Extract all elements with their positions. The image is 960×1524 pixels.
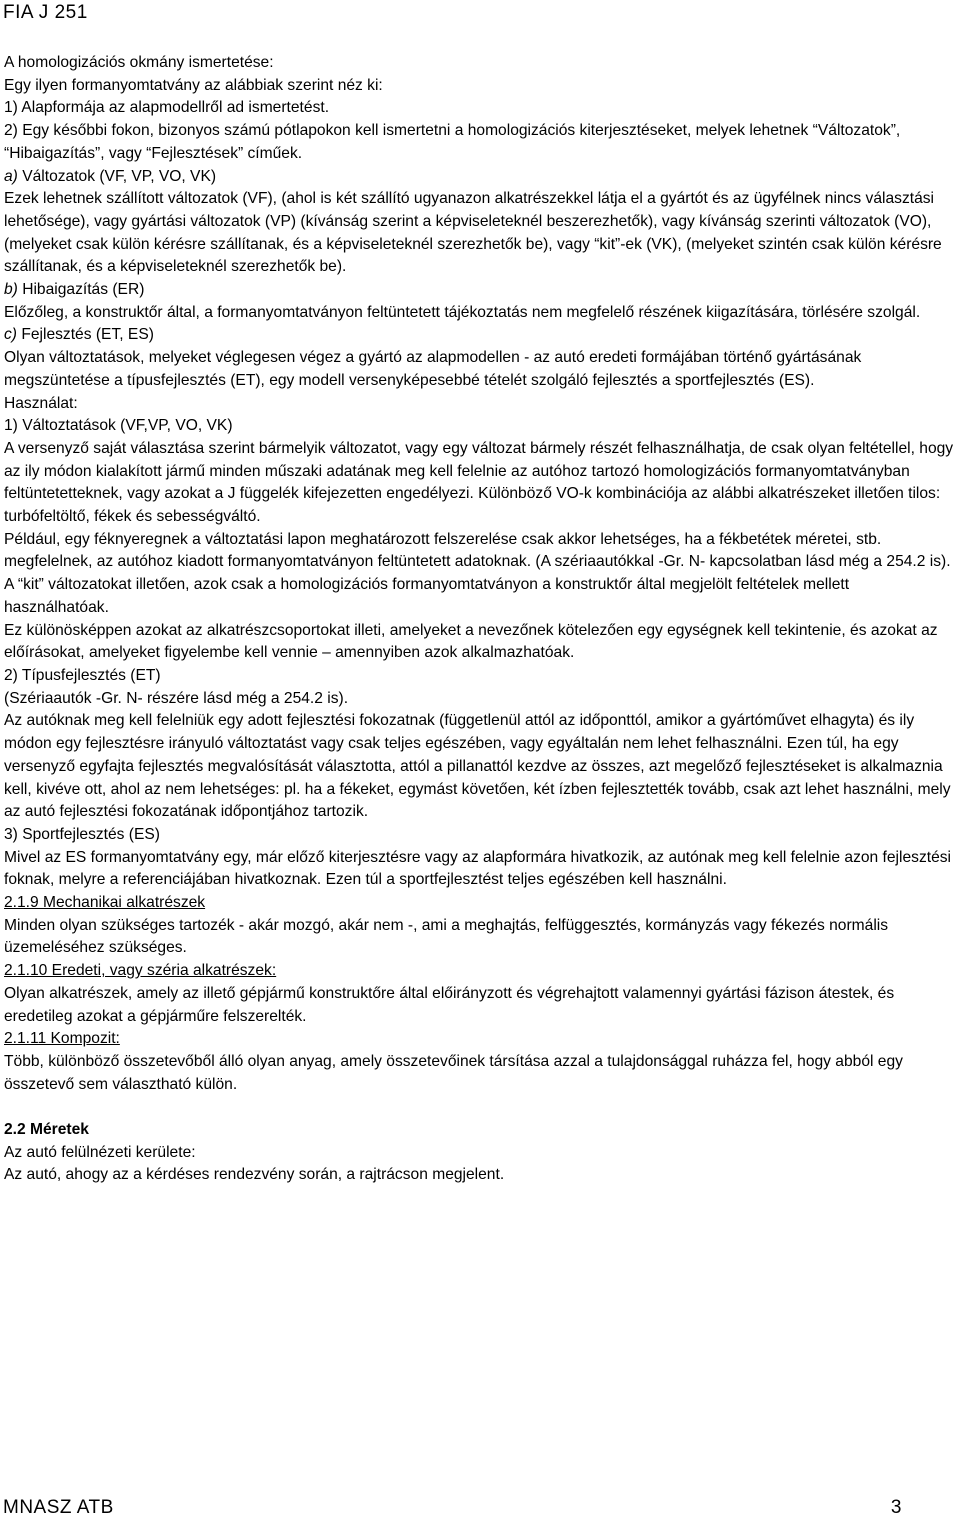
section-heading <box>4 960 956 983</box>
paragraph: Egy ilyen formanyomtatvány az alábbiak szerint néz ki: <box>4 76 383 94</box>
subsection-title: Fejlesztés (ET, ES) <box>17 326 154 344</box>
subsection-letter: c) <box>4 326 17 344</box>
page-number: 3 <box>890 1497 902 1518</box>
document-body <box>4 52 956 1187</box>
usage-item-title: 3) Sportfejlesztés (ES) <box>4 825 160 843</box>
subsection-letter: a) <box>4 167 18 185</box>
subsection-c-heading <box>4 324 956 347</box>
subsection-a-heading <box>4 166 956 189</box>
paragraph: Ez különösképpen azokat az alkatrészcsoportokat illeti, amelyeket a nevezőnek kötelezően egy egységnek kell tekintenie, és azokat az előírásokat, amelyeket figyelembe kell vennie – amennyiben azok alkalmazhatóak. <box>4 621 938 662</box>
paragraph: Olyan változtatások, melyeket véglegesen végez a gyártó az alapmodellen - az autó eredeti formájában történő gyártásának megszüntetése a típusfejlesztés (ET), egy modell versenyképesebbé tételét szolgáló fejlesztés a sportfejlesztés (ES). <box>4 349 862 389</box>
subsection-title: Hibaigazítás (ER) <box>17 281 145 299</box>
section-heading <box>4 1028 956 1051</box>
subsection-letter: b) <box>4 281 18 299</box>
paragraph: Több, különböző összetevőből álló olyan anyag, amely összetevőinek társítása azzal a tulajdonsággal ruházza fel, hogy abból egy összetevő sem választható külön. <box>4 1052 903 1093</box>
usage-item-title: 2) Típusfejlesztés (ET) <box>4 666 161 684</box>
paragraph: Mivel az ES formanyomtatvány egy, már előző kiterjesztésre vagy az alapformára hivatkozik, az autónak meg kell felelnie azon fejlesztési foknak, melyre a referenciájában hivatkoznak. Ezen túl a sportfejlesztést teljes egészében kell használni. <box>4 848 952 889</box>
section-title: 2.1.10 Eredeti, vagy széria alkatrészek: <box>4 962 277 980</box>
paragraph: (Szériaautók -Gr. N- részére lásd még a 254.2 is). <box>4 689 349 707</box>
paragraph: 2) Egy későbbi fokon, bizonyos számú pótlapokon kell ismertetni a homologizációs kiterjesztéseket, melyek lehetnek “Változatok”, “Hibaigazítás”, vagy “Fejlesztések” címűek. <box>4 122 901 162</box>
paragraph: A homologizációs okmány ismertetése: <box>4 54 274 71</box>
document-id: FIA J 251 <box>3 2 88 23</box>
paragraph: Az autó felülnézeti kerülete: <box>4 1143 196 1161</box>
paragraph: Az autóknak meg kell felelniük egy adott fejlesztési fokozatnak (függetlenül attól az időponttól, amikor a gyártóművet elhagyta) és ily módon egy fejlesztésre irányuló változtatást vagy csak teljes egészében, vagy egyáltalán nem lehet felhasználni. Ezen túl, ha egy versenyző egyfajta fejlesztés megvalósítását választotta, attól a pillanattól kezdve az összes, azt megelőző fejlesztéseket is alkalmaznia kell, kivéve ott, ahol az nem lehetséges: pl. ha a fékeket, egymást követően, két ízben fejlesztették tovább, csak azt lehet használni, mely az autó fejlesztési fokozatának időpontjához tartozik. <box>4 712 951 821</box>
paragraph: Előzőleg, a konstruktőr által, a formanyomtatványon feltüntetett tájékoztatás nem megfelelő részének kiigazítására, törlésére szolgál. <box>4 303 921 321</box>
paragraph: Olyan alkatrészek, amely az illető gépjármű konstruktőre által előirányzott és végrehajtott valamennyi gyártási fázison átestek, és eredetileg azokat a gépjárműre felszerelték. <box>4 984 895 1025</box>
subsection-b-heading <box>4 279 956 302</box>
section-heading-bold: 2.2 Méretek <box>4 1121 89 1139</box>
usage-item-title: 1) Változtatások (VF,VP, VO, VK) <box>4 417 233 435</box>
paragraph: Az autó, ahogy az a kérdéses rendezvény során, a rajtrácson megjelent. <box>4 1166 505 1184</box>
paragraph: A versenyző saját választása szerint bármelyik változatot, vagy egy változat bármely részét felhasználhatja, de csak olyan feltétellel, hogy az ily módon kialakított jármű minden műszaki adatának meg kell felelnie az autóhoz tartozó homologizációs formanyomtatványban feltüntetetteknek, vagy azokat a J függelék kifejezetten engedélyezi. Különböző VO-k kombinációja az alábbi alkatrészeket illetően tilos: turbófeltöltő, fékek és sebességváltó. <box>4 439 954 526</box>
paragraph: A “kit” változatokat illetően, azok csak a homologizációs formanyomtatványon a konstruktőr által megjelölt feltételek mellett használhatóak. <box>4 576 850 616</box>
section-title: 2.1.11 Kompozit: <box>4 1030 120 1048</box>
usage-heading: Használat: <box>4 394 78 412</box>
section-heading <box>4 892 956 915</box>
footer-organization: MNASZ ATB <box>3 1497 114 1518</box>
paragraph: Ezek lehetnek szállított változatok (VF), (ahol is két szállító ugyanazon alkatrészekkel látja el a gyártót és az ügyfélnek nincs választási lehetősége), vagy gyártási változatok (VP) (kívánság szerint a képviseleteknél beszerezhetők), vagy kívánság szerinti változatok (VO), (melyeket csak külön kérésre szállítanak, és a képviseleteknél szerezhetők be), vagy “kit”-ek (VK), (melyeket szintén csak külön kérésre szállítanak, és a képviseleteknél szerezhetők be). <box>4 190 942 276</box>
section-title: 2.1.9 Mechanikai alkatrészek <box>4 894 206 912</box>
subsection-title: Változatok (VF, VP, VO, VK) <box>17 167 217 185</box>
paragraph: Például, egy féknyeregnek a változtatási lapon meghatározott felszerelése csak akkor lehetséges, ha a fékbetétek méretei, stb. megfelelnek, az autóhoz kiadott formanyomtatványon feltüntetett adatoknak. (A szériaautókkal -Gr. N- kapcsolatban lásd még a 254.2 is). <box>4 530 951 571</box>
spacer <box>4 1096 956 1119</box>
paragraph: 1) Alapformája az alapmodellről ad ismertetést. <box>4 99 330 117</box>
paragraph: Minden olyan szükséges tartozék - akár mozgó, akár nem -, ami a meghajtás, felfüggesztés, kormányzás vagy fékezés normális üzemeléséhez szükséges. <box>4 916 889 957</box>
